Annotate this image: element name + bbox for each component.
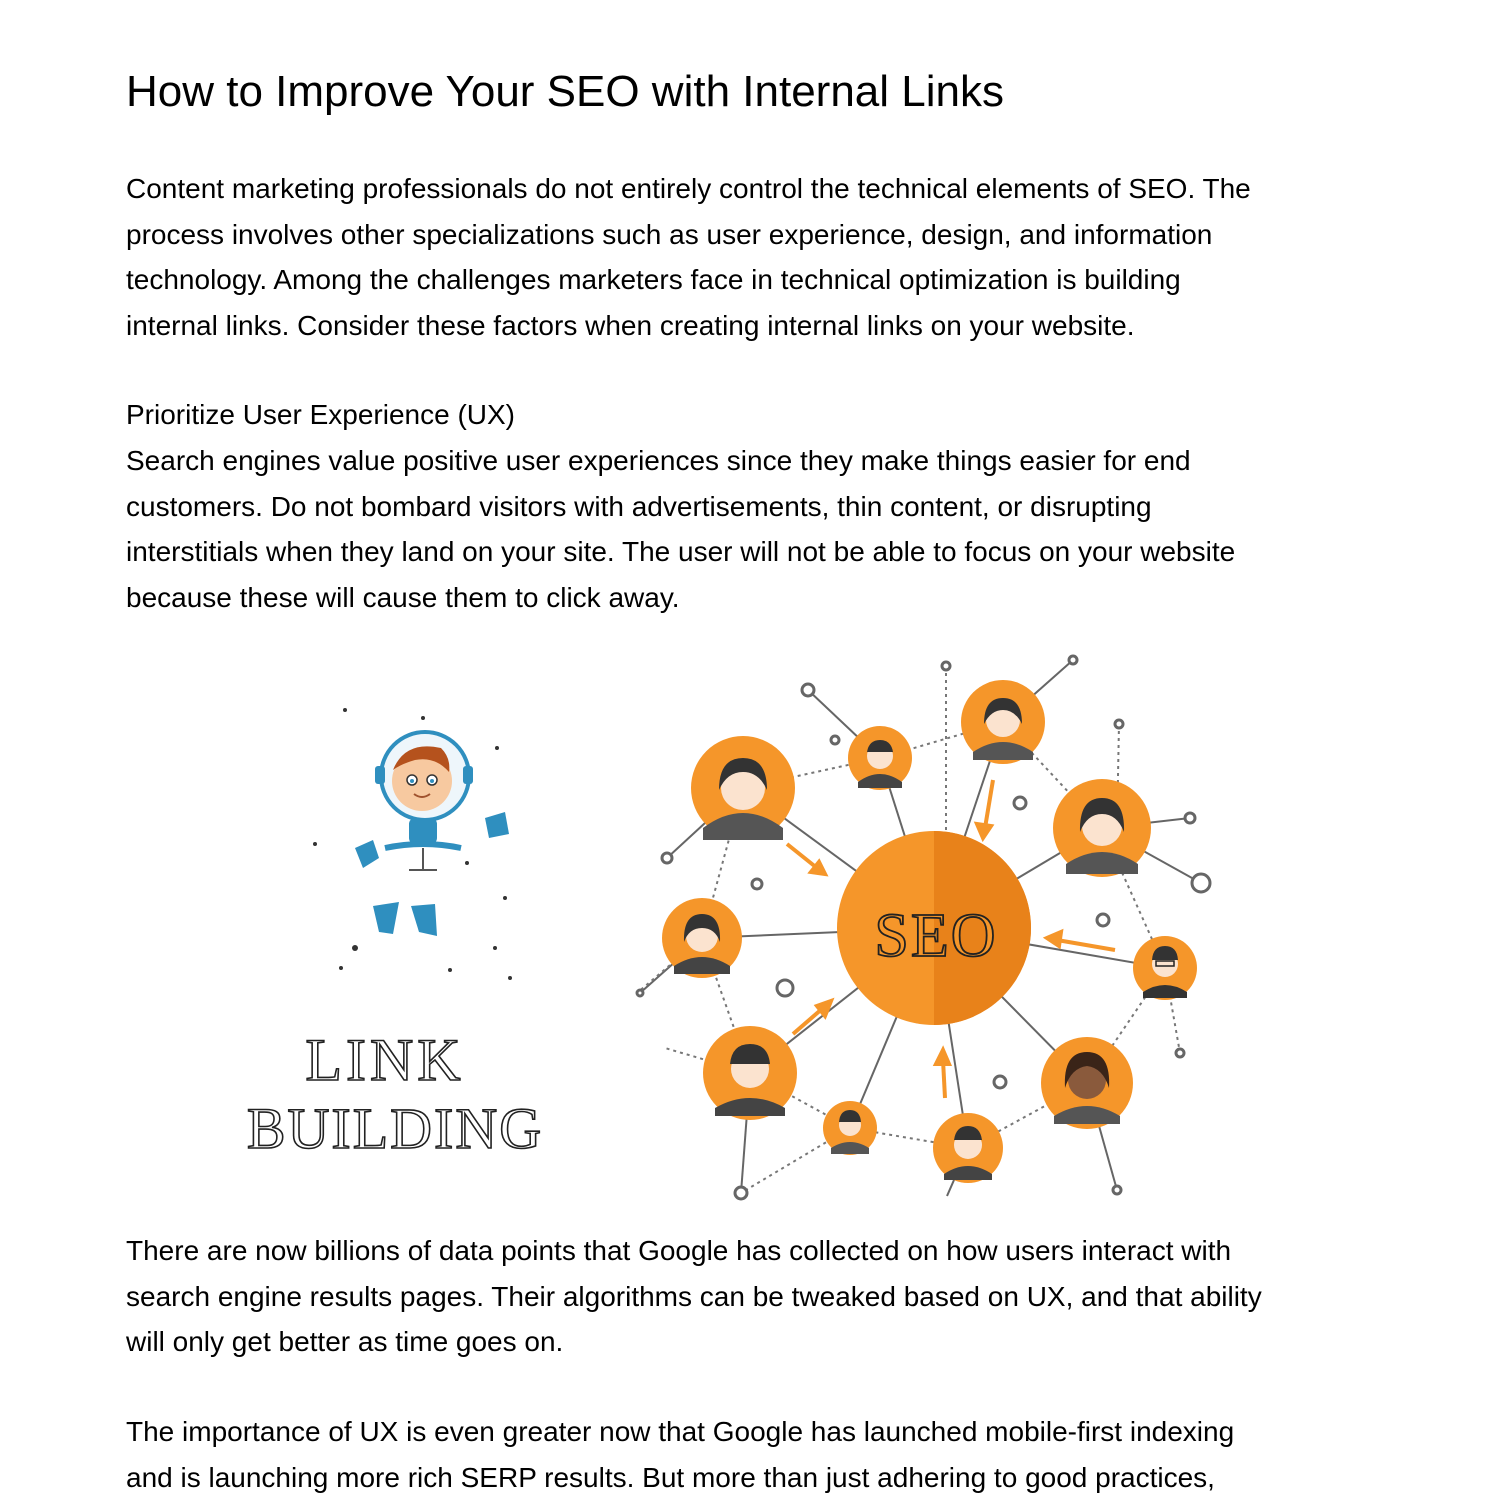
person-icon: [703, 1026, 797, 1120]
after-image-paragraph: [126, 1228, 1376, 1365]
text-line: Content marketing professionals do not entirely control the technical elements of SEO. The: [126, 173, 1251, 204]
text-line: will only get better as time goes on.: [126, 1326, 564, 1357]
person-icon: [933, 1113, 1003, 1183]
text-line: There are now billions of data points that Google has collected on how users interact with: [126, 1235, 1232, 1266]
link-text: LINK: [305, 1027, 465, 1093]
person-icon: [1041, 1037, 1133, 1129]
closing-paragraph: [126, 1409, 1376, 1500]
person-icon: [1133, 936, 1197, 1000]
text-line: internal links. Consider these factors when creating internal links on your website.: [126, 309, 1135, 341]
seo-network: [637, 656, 1210, 1199]
text-line: technology. Among the challenges marketers face in technical optimization is building: [126, 264, 1181, 295]
text-line: interstitials when they land on your site. The user will not be able to focus on your website: [126, 536, 1236, 567]
text-line: process involves other specializations such as user experience, design, and information: [126, 218, 1213, 250]
person-icon: [691, 736, 795, 840]
text-line: Search engines value positive user experiences since they make things easier for end: [126, 445, 1191, 476]
person-icon: [1053, 779, 1151, 877]
astronaut-mascot: [313, 708, 512, 980]
section-heading: Prioritize User Experience (UX): [126, 399, 515, 430]
section-paragraph: [126, 438, 1376, 620]
text-line: because these will cause them to click away.: [126, 581, 680, 613]
text-line: The importance of UX is even greater now that Google has launched mobile-first indexing: [126, 1416, 1235, 1447]
person-icon: [848, 726, 912, 790]
intro-paragraph: [126, 166, 1376, 348]
person-icon: [662, 898, 742, 978]
building-text: BUILDING: [246, 1096, 544, 1161]
person-icon: [823, 1101, 877, 1155]
text-line: and is launching more rich SERP results. But more than just adhering to good practices,: [126, 1461, 1215, 1493]
text-line: search engine results pages. Their algorithms can be tweaked based on UX, and that ability: [126, 1280, 1262, 1312]
page-title: How to Improve Your SEO with Internal Links: [126, 67, 1004, 116]
text-line: customers. Do not bombard visitors with advertisements, thin content, or disrupting: [126, 490, 1152, 522]
link-building-illustration: [205, 648, 1245, 1208]
person-icon: [961, 680, 1045, 764]
seo-hub-label: SEO: [874, 902, 998, 970]
